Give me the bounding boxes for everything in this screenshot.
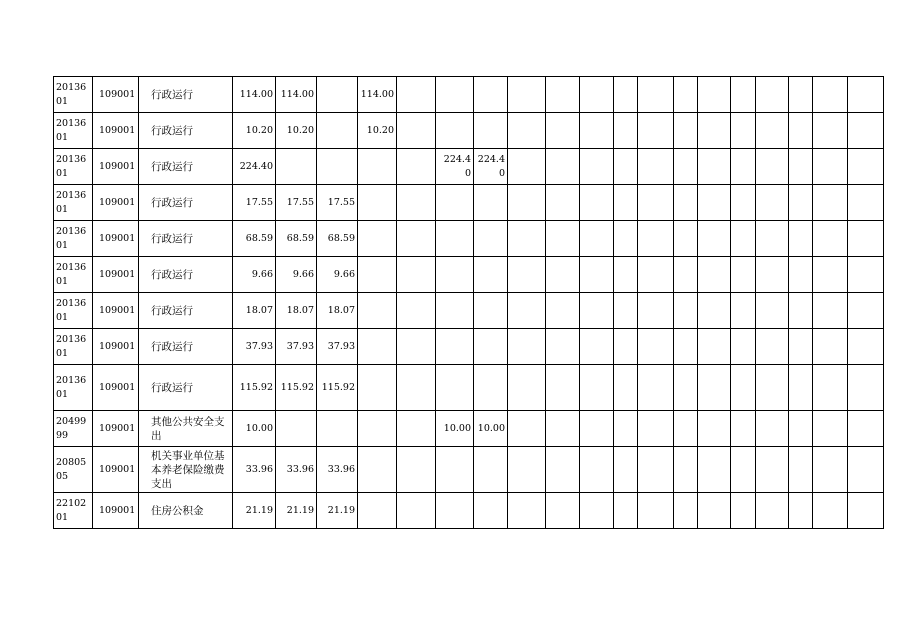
amount-cell: 33.96 xyxy=(276,447,317,493)
amount-cell xyxy=(731,257,756,293)
amount-cell: 115.92 xyxy=(276,365,317,411)
amount-cell xyxy=(508,447,546,493)
amount-cell xyxy=(638,221,674,257)
amount-cell xyxy=(848,293,884,329)
amount-cell xyxy=(546,113,580,149)
item-name-cell: 行政运行 xyxy=(139,329,233,365)
amount-cell xyxy=(397,149,436,185)
amount-cell xyxy=(789,185,813,221)
amount-cell xyxy=(756,257,789,293)
amount-cell xyxy=(546,411,580,447)
amount-cell: 115.92 xyxy=(317,365,358,411)
unit-code-cell: 109001 xyxy=(93,113,139,149)
amount-cell xyxy=(580,113,614,149)
amount-cell: 18.07 xyxy=(233,293,276,329)
function-code-cell: 2080505 xyxy=(54,447,93,493)
amount-cell xyxy=(474,365,508,411)
amount-cell xyxy=(698,257,731,293)
table-row xyxy=(54,447,884,493)
amount-cell xyxy=(674,221,698,257)
table-row xyxy=(54,365,884,411)
amount-cell: 115.92 xyxy=(233,365,276,411)
amount-cell xyxy=(756,329,789,365)
amount-cell xyxy=(698,185,731,221)
amount-cell xyxy=(813,447,848,493)
amount-cell xyxy=(397,113,436,149)
amount-cell: 21.19 xyxy=(276,493,317,529)
unit-code-cell: 109001 xyxy=(93,257,139,293)
amount-cell xyxy=(813,365,848,411)
amount-cell xyxy=(614,221,638,257)
amount-cell xyxy=(698,447,731,493)
amount-cell xyxy=(358,185,397,221)
amount-cell xyxy=(614,329,638,365)
amount-cell xyxy=(580,257,614,293)
item-name-cell: 行政运行 xyxy=(139,113,233,149)
amount-cell: 10.20 xyxy=(358,113,397,149)
amount-cell xyxy=(436,221,474,257)
budget-table xyxy=(53,76,884,529)
amount-cell xyxy=(358,493,397,529)
amount-cell xyxy=(638,447,674,493)
unit-code-cell: 109001 xyxy=(93,185,139,221)
amount-cell xyxy=(813,493,848,529)
amount-cell: 9.66 xyxy=(233,257,276,293)
amount-cell xyxy=(474,329,508,365)
amount-cell xyxy=(436,77,474,113)
amount-cell: 18.07 xyxy=(276,293,317,329)
amount-cell xyxy=(848,365,884,411)
function-code-cell: 2013601 xyxy=(54,77,93,113)
function-code-cell: 2013601 xyxy=(54,257,93,293)
amount-cell xyxy=(397,493,436,529)
amount-cell xyxy=(731,365,756,411)
amount-cell xyxy=(508,411,546,447)
amount-cell xyxy=(436,257,474,293)
amount-cell xyxy=(397,185,436,221)
amount-cell xyxy=(674,149,698,185)
amount-cell xyxy=(756,493,789,529)
amount-cell xyxy=(317,77,358,113)
amount-cell xyxy=(848,77,884,113)
amount-cell: 37.93 xyxy=(233,329,276,365)
amount-cell xyxy=(508,221,546,257)
unit-code-cell: 109001 xyxy=(93,149,139,185)
unit-code-cell: 109001 xyxy=(93,221,139,257)
amount-cell: 224.40 xyxy=(474,149,508,185)
amount-cell xyxy=(789,149,813,185)
amount-cell xyxy=(756,221,789,257)
item-name-cell: 行政运行 xyxy=(139,365,233,411)
amount-cell: 21.19 xyxy=(233,493,276,529)
amount-cell xyxy=(436,293,474,329)
amount-cell xyxy=(397,365,436,411)
table-row xyxy=(54,411,884,447)
amount-cell xyxy=(317,113,358,149)
amount-cell xyxy=(580,293,614,329)
unit-code-cell: 109001 xyxy=(93,329,139,365)
amount-cell xyxy=(614,447,638,493)
amount-cell: 37.93 xyxy=(317,329,358,365)
amount-cell: 10.00 xyxy=(436,411,474,447)
amount-cell xyxy=(698,113,731,149)
amount-cell xyxy=(397,329,436,365)
amount-cell xyxy=(638,113,674,149)
amount-cell xyxy=(698,77,731,113)
unit-code-cell: 109001 xyxy=(93,447,139,493)
amount-cell xyxy=(317,411,358,447)
amount-cell xyxy=(358,447,397,493)
amount-cell: 114.00 xyxy=(233,77,276,113)
item-name-cell: 住房公积金 xyxy=(139,493,233,529)
amount-cell xyxy=(848,221,884,257)
amount-cell xyxy=(756,411,789,447)
table-row xyxy=(54,293,884,329)
amount-cell xyxy=(731,221,756,257)
amount-cell xyxy=(614,113,638,149)
amount-cell xyxy=(789,411,813,447)
amount-cell xyxy=(813,257,848,293)
amount-cell: 224.40 xyxy=(233,149,276,185)
amount-cell xyxy=(508,365,546,411)
amount-cell xyxy=(789,329,813,365)
amount-cell xyxy=(638,329,674,365)
amount-cell xyxy=(508,113,546,149)
amount-cell xyxy=(638,411,674,447)
amount-cell xyxy=(474,293,508,329)
amount-cell xyxy=(580,221,614,257)
amount-cell xyxy=(474,77,508,113)
amount-cell xyxy=(508,185,546,221)
table-row xyxy=(54,113,884,149)
amount-cell xyxy=(580,329,614,365)
amount-cell xyxy=(580,185,614,221)
amount-cell: 114.00 xyxy=(358,77,397,113)
amount-cell xyxy=(546,257,580,293)
amount-cell: 9.66 xyxy=(317,257,358,293)
amount-cell xyxy=(508,149,546,185)
function-code-cell: 2013601 xyxy=(54,185,93,221)
amount-cell xyxy=(358,365,397,411)
amount-cell xyxy=(614,411,638,447)
amount-cell xyxy=(789,493,813,529)
amount-cell xyxy=(789,293,813,329)
amount-cell xyxy=(436,447,474,493)
amount-cell xyxy=(756,447,789,493)
amount-cell xyxy=(546,149,580,185)
amount-cell xyxy=(580,411,614,447)
amount-cell xyxy=(674,113,698,149)
function-code-cell: 2013601 xyxy=(54,293,93,329)
amount-cell xyxy=(546,185,580,221)
function-code-cell: 2013601 xyxy=(54,221,93,257)
amount-cell: 10.20 xyxy=(233,113,276,149)
amount-cell xyxy=(436,113,474,149)
function-code-cell: 2013601 xyxy=(54,149,93,185)
amount-cell xyxy=(731,329,756,365)
amount-cell xyxy=(546,329,580,365)
amount-cell xyxy=(674,447,698,493)
function-code-cell: 2049999 xyxy=(54,411,93,447)
amount-cell xyxy=(436,493,474,529)
amount-cell xyxy=(674,293,698,329)
item-name-cell: 行政运行 xyxy=(139,221,233,257)
amount-cell xyxy=(848,113,884,149)
amount-cell xyxy=(813,77,848,113)
amount-cell xyxy=(397,447,436,493)
amount-cell xyxy=(397,221,436,257)
unit-code-cell: 109001 xyxy=(93,411,139,447)
amount-cell: 17.55 xyxy=(317,185,358,221)
amount-cell xyxy=(614,149,638,185)
amount-cell: 33.96 xyxy=(233,447,276,493)
amount-cell xyxy=(546,447,580,493)
amount-cell xyxy=(638,77,674,113)
amount-cell xyxy=(397,257,436,293)
amount-cell xyxy=(756,113,789,149)
amount-cell xyxy=(474,113,508,149)
amount-cell: 10.00 xyxy=(233,411,276,447)
amount-cell xyxy=(789,365,813,411)
amount-cell xyxy=(848,447,884,493)
item-name-cell: 行政运行 xyxy=(139,257,233,293)
amount-cell: 224.40 xyxy=(436,149,474,185)
amount-cell xyxy=(508,493,546,529)
amount-cell xyxy=(813,411,848,447)
amount-cell xyxy=(731,77,756,113)
amount-cell xyxy=(674,411,698,447)
amount-cell xyxy=(674,365,698,411)
unit-code-cell: 109001 xyxy=(93,365,139,411)
item-name-cell: 行政运行 xyxy=(139,185,233,221)
amount-cell xyxy=(580,77,614,113)
amount-cell: 33.96 xyxy=(317,447,358,493)
amount-cell: 17.55 xyxy=(233,185,276,221)
amount-cell xyxy=(674,257,698,293)
amount-cell xyxy=(698,221,731,257)
table-body xyxy=(54,77,884,529)
amount-cell xyxy=(580,493,614,529)
amount-cell xyxy=(638,149,674,185)
amount-cell xyxy=(546,221,580,257)
amount-cell xyxy=(358,257,397,293)
amount-cell xyxy=(638,257,674,293)
amount-cell xyxy=(397,411,436,447)
amount-cell xyxy=(358,293,397,329)
amount-cell xyxy=(614,293,638,329)
unit-code-cell: 109001 xyxy=(93,293,139,329)
amount-cell xyxy=(698,293,731,329)
amount-cell xyxy=(358,149,397,185)
amount-cell: 10.20 xyxy=(276,113,317,149)
function-code-cell: 2210201 xyxy=(54,493,93,529)
item-name-cell: 机关事业单位基本养老保险缴费支出 xyxy=(139,447,233,493)
amount-cell xyxy=(789,221,813,257)
item-name-cell: 行政运行 xyxy=(139,77,233,113)
amount-cell xyxy=(756,293,789,329)
amount-cell xyxy=(698,411,731,447)
amount-cell xyxy=(580,365,614,411)
amount-cell: 68.59 xyxy=(233,221,276,257)
table-row xyxy=(54,329,884,365)
item-name-cell: 行政运行 xyxy=(139,149,233,185)
amount-cell xyxy=(848,185,884,221)
amount-cell xyxy=(789,77,813,113)
amount-cell: 18.07 xyxy=(317,293,358,329)
amount-cell xyxy=(317,149,358,185)
amount-cell xyxy=(580,447,614,493)
amount-cell xyxy=(813,293,848,329)
amount-cell xyxy=(358,329,397,365)
amount-cell xyxy=(848,411,884,447)
amount-cell xyxy=(756,365,789,411)
amount-cell xyxy=(474,447,508,493)
table-row xyxy=(54,149,884,185)
amount-cell xyxy=(813,185,848,221)
amount-cell xyxy=(397,293,436,329)
amount-cell xyxy=(789,257,813,293)
amount-cell xyxy=(638,293,674,329)
amount-cell xyxy=(848,257,884,293)
function-code-cell: 2013601 xyxy=(54,365,93,411)
amount-cell xyxy=(848,493,884,529)
amount-cell xyxy=(276,411,317,447)
amount-cell xyxy=(638,493,674,529)
amount-cell xyxy=(813,149,848,185)
amount-cell xyxy=(358,221,397,257)
amount-cell xyxy=(614,77,638,113)
amount-cell xyxy=(508,77,546,113)
amount-cell xyxy=(698,493,731,529)
table-row xyxy=(54,257,884,293)
amount-cell xyxy=(614,185,638,221)
amount-cell xyxy=(614,257,638,293)
amount-cell xyxy=(614,365,638,411)
table-row xyxy=(54,493,884,529)
amount-cell xyxy=(698,149,731,185)
amount-cell: 68.59 xyxy=(276,221,317,257)
amount-cell xyxy=(731,149,756,185)
amount-cell xyxy=(789,113,813,149)
amount-cell xyxy=(638,185,674,221)
amount-cell xyxy=(546,77,580,113)
amount-cell: 68.59 xyxy=(317,221,358,257)
amount-cell: 114.00 xyxy=(276,77,317,113)
amount-cell xyxy=(813,221,848,257)
amount-cell xyxy=(474,493,508,529)
amount-cell xyxy=(731,293,756,329)
amount-cell xyxy=(397,77,436,113)
amount-cell xyxy=(731,493,756,529)
amount-cell xyxy=(474,185,508,221)
amount-cell xyxy=(508,257,546,293)
amount-cell xyxy=(508,329,546,365)
amount-cell xyxy=(848,149,884,185)
function-code-cell: 2013601 xyxy=(54,113,93,149)
amount-cell xyxy=(638,365,674,411)
amount-cell xyxy=(789,447,813,493)
amount-cell xyxy=(546,293,580,329)
amount-cell: 9.66 xyxy=(276,257,317,293)
amount-cell xyxy=(756,185,789,221)
item-name-cell: 行政运行 xyxy=(139,293,233,329)
amount-cell xyxy=(731,113,756,149)
function-code-cell: 2013601 xyxy=(54,329,93,365)
amount-cell xyxy=(436,365,474,411)
amount-cell xyxy=(674,77,698,113)
amount-cell xyxy=(674,493,698,529)
amount-cell xyxy=(358,411,397,447)
table-row xyxy=(54,77,884,113)
amount-cell xyxy=(813,329,848,365)
amount-cell xyxy=(674,329,698,365)
amount-cell xyxy=(580,149,614,185)
unit-code-cell: 109001 xyxy=(93,493,139,529)
amount-cell xyxy=(756,149,789,185)
amount-cell xyxy=(546,365,580,411)
amount-cell: 10.00 xyxy=(474,411,508,447)
amount-cell xyxy=(731,185,756,221)
amount-cell xyxy=(474,221,508,257)
amount-cell: 21.19 xyxy=(317,493,358,529)
table-row xyxy=(54,221,884,257)
amount-cell xyxy=(698,329,731,365)
unit-code-cell: 109001 xyxy=(93,77,139,113)
amount-cell xyxy=(474,257,508,293)
item-name-cell: 其他公共安全支出 xyxy=(139,411,233,447)
amount-cell xyxy=(756,77,789,113)
amount-cell: 37.93 xyxy=(276,329,317,365)
table-row xyxy=(54,185,884,221)
amount-cell xyxy=(813,113,848,149)
amount-cell xyxy=(731,447,756,493)
amount-cell xyxy=(508,293,546,329)
amount-cell xyxy=(276,149,317,185)
amount-cell xyxy=(436,329,474,365)
amount-cell xyxy=(731,411,756,447)
amount-cell xyxy=(848,329,884,365)
amount-cell xyxy=(698,365,731,411)
amount-cell xyxy=(614,493,638,529)
amount-cell xyxy=(546,493,580,529)
amount-cell xyxy=(436,185,474,221)
amount-cell xyxy=(674,185,698,221)
amount-cell: 17.55 xyxy=(276,185,317,221)
